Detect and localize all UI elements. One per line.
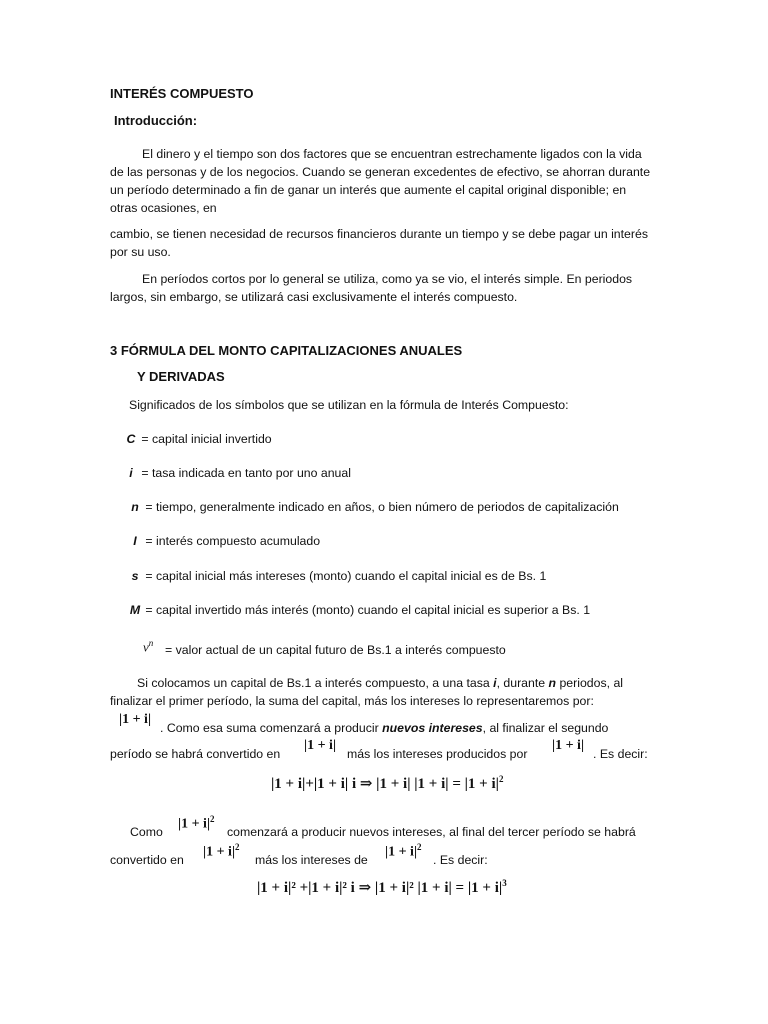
intro-paragraph-2: cambio, se tienen necesidad de recursos financieros durante un tiempo y se debe pagar un interés por su uso. xyxy=(110,227,648,259)
symbol-row-i xyxy=(124,464,351,482)
symbol: i xyxy=(129,466,133,480)
body-line-4c: . Es decir: xyxy=(593,747,648,761)
symbol: M xyxy=(129,603,141,617)
section-heading-continued: Y DERIVADAS xyxy=(137,369,225,384)
expr-one-plus-i-squared: $|1 + i|^2$ xyxy=(203,842,240,860)
symbol-definition: = tiempo, generalmente indicado en años, o bien número de periodos de capitalización xyxy=(142,500,619,514)
body-line-2: finalizar el primer período, la suma del capital, más los intereses lo representaremos por: xyxy=(110,694,594,708)
section-heading: 3 FÓRMULA DEL MONTO CAPITALIZACIONES ANUALES xyxy=(110,343,463,358)
symbol: C xyxy=(126,432,136,446)
intro-heading: Introducción: xyxy=(114,113,198,128)
symbol-definition: = tasa indicada en tanto por uno anual xyxy=(138,466,351,480)
como-label: Como xyxy=(130,825,163,839)
symbol-definition: = capital invertido más interés (monto) cuando el capital inicial es superior a Bs. 1 xyxy=(142,603,591,617)
como-line-2c: . Es decir: xyxy=(433,853,488,867)
symbol: I xyxy=(133,534,137,548)
body-line-4a: período se habrá convertido en xyxy=(110,747,281,761)
symbols-intro: Significados de los símbolos que se utilizan en la fórmula de Interés Compuesto: xyxy=(129,398,569,412)
vn-symbol: $v^n$ xyxy=(143,638,154,655)
como-line-2a: convertido en xyxy=(110,853,184,867)
document-title: INTERÉS COMPUESTO xyxy=(110,86,254,101)
symbol-row-s xyxy=(128,567,546,585)
como-line-1: comenzará a producir nuevos intereses, al final del tercer período se habrá xyxy=(227,825,636,839)
symbol-row-m xyxy=(128,601,590,619)
body-line-3: . Como esa suma comenzará a producir nuevos intereses, al finalizar el segundo xyxy=(160,721,609,735)
body-line-1: Si colocamos un capital de Bs.1 a interés compuesto, a una tasa i, durante n periodos, al xyxy=(137,676,624,690)
symbol: s xyxy=(131,569,139,583)
expr-one-plus-i: |1 + i| xyxy=(552,738,585,753)
symbol-row-capital-i xyxy=(128,532,320,550)
como-line-2b: más los intereses de xyxy=(255,853,368,867)
expr-one-plus-i: |1 + i| xyxy=(304,738,337,753)
equation-2: |1 + i|² +|1 + i|² i ⇒ |1 + i|² $|1 + i| = |1 + i|^3$ xyxy=(257,878,507,896)
symbol-definition: = capital inicial más intereses (monto) cuando el capital inicial es de Bs. 1 xyxy=(142,569,547,583)
symbol-row-n xyxy=(128,498,619,516)
symbol: n xyxy=(131,500,139,514)
symbol-definition: = interés compuesto acumulado xyxy=(142,534,321,548)
body-line-4b: más los intereses producidos por xyxy=(347,747,528,761)
symbol-definition: = capital inicial invertido xyxy=(138,432,272,446)
expr-one-plus-i-squared: $|1 + i|^2$ xyxy=(178,814,215,832)
equation-1: |1 + i|+|1 + i| i ⇒ |1 + i| $|1 + i| = |1 + i|^2$ xyxy=(271,774,504,792)
symbol-row-c xyxy=(124,430,272,448)
vn-definition: = valor actual de un capital futuro de Bs.1 a interés compuesto xyxy=(165,643,506,657)
intro-paragraph-3: En períodos cortos por lo general se utiliza, como ya se vio, el interés simple. En periodos largos, sin embargo, se utilizará casi exclusivamente el interés compuesto. xyxy=(110,272,633,304)
intro-paragraph-1: El dinero y el tiempo son dos factores que se encuentran estrechamente ligados con la vida de las personas y de los negocios. Cuando se generan excedentes de efectivo, se ahorran durante un período determinado a fin de ganar un interés que aumente el capital original disponible; en otras ocasiones, en xyxy=(110,147,651,215)
expr-one-plus-i-squared: $|1 + i|^2$ xyxy=(385,842,422,860)
expr-one-plus-i: |1 + i| xyxy=(119,712,152,727)
